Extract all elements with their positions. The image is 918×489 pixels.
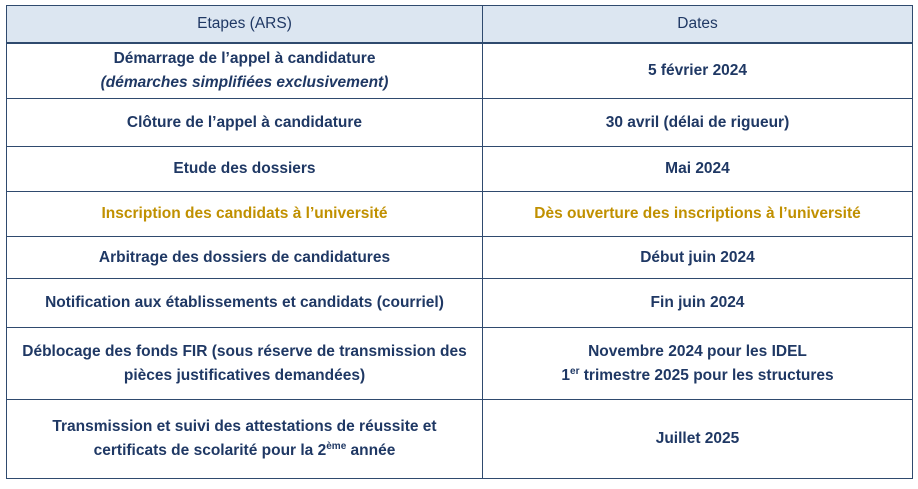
step-cell	[7, 43, 483, 99]
schedule-table	[6, 5, 913, 479]
step-line-2-end: année	[346, 442, 396, 459]
step-superscript: ème	[326, 440, 347, 452]
step-cell: Notification aux établissements et candidats (courriel)	[7, 279, 483, 328]
table-row	[7, 328, 913, 400]
table-row	[7, 43, 913, 99]
step-text: Démarrage de l’appel à candidature	[113, 50, 376, 67]
date-cell	[483, 328, 913, 400]
step-line-2: certificats de scolarité pour la 2	[93, 442, 327, 459]
step-line-1: Transmission et suivi des attestations de réussite et	[52, 418, 437, 435]
step-cell: Arbitrage des dossiers de candidatures	[7, 237, 483, 279]
step-cell: Déblocage des fonds FIR (sous réserve de transmission des pièces justificatives demandées)	[7, 328, 483, 400]
table-row	[7, 400, 913, 479]
step-cell: Clôture de l’appel à candidature	[7, 99, 483, 147]
table-row	[7, 99, 913, 147]
date-line-2-superscript: er	[570, 365, 580, 377]
schedule-table-container	[6, 5, 912, 479]
step-cell: Inscription des candidats à l’université	[7, 192, 483, 237]
date-cell: 30 avril (délai de rigueur)	[483, 99, 913, 147]
date-line-1: Novembre 2024 pour les IDEL	[588, 342, 807, 360]
step-cell: Etude des dossiers	[7, 147, 483, 192]
date-cell: Dès ouverture des inscriptions à l’université	[483, 192, 913, 237]
date-line-2-number: 1	[561, 366, 571, 384]
table-row-highlighted	[7, 192, 913, 237]
table-row	[7, 147, 913, 192]
column-header-etapes: Etapes (ARS)	[7, 6, 483, 44]
date-line-2-text: trimestre 2025 pour les structures	[579, 366, 834, 384]
column-header-dates: Dates	[483, 6, 913, 44]
table-row	[7, 279, 913, 328]
date-cell: Mai 2024	[483, 147, 913, 192]
step-cell	[7, 400, 483, 479]
table-row	[7, 237, 913, 279]
table-header-row	[7, 6, 913, 44]
date-cell: Début juin 2024	[483, 237, 913, 279]
date-cell: 5 février 2024	[483, 43, 913, 99]
date-cell: Juillet 2025	[483, 400, 913, 479]
date-cell: Fin juin 2024	[483, 279, 913, 328]
step-note: (démarches simplifiées exclusivement)	[100, 74, 389, 91]
